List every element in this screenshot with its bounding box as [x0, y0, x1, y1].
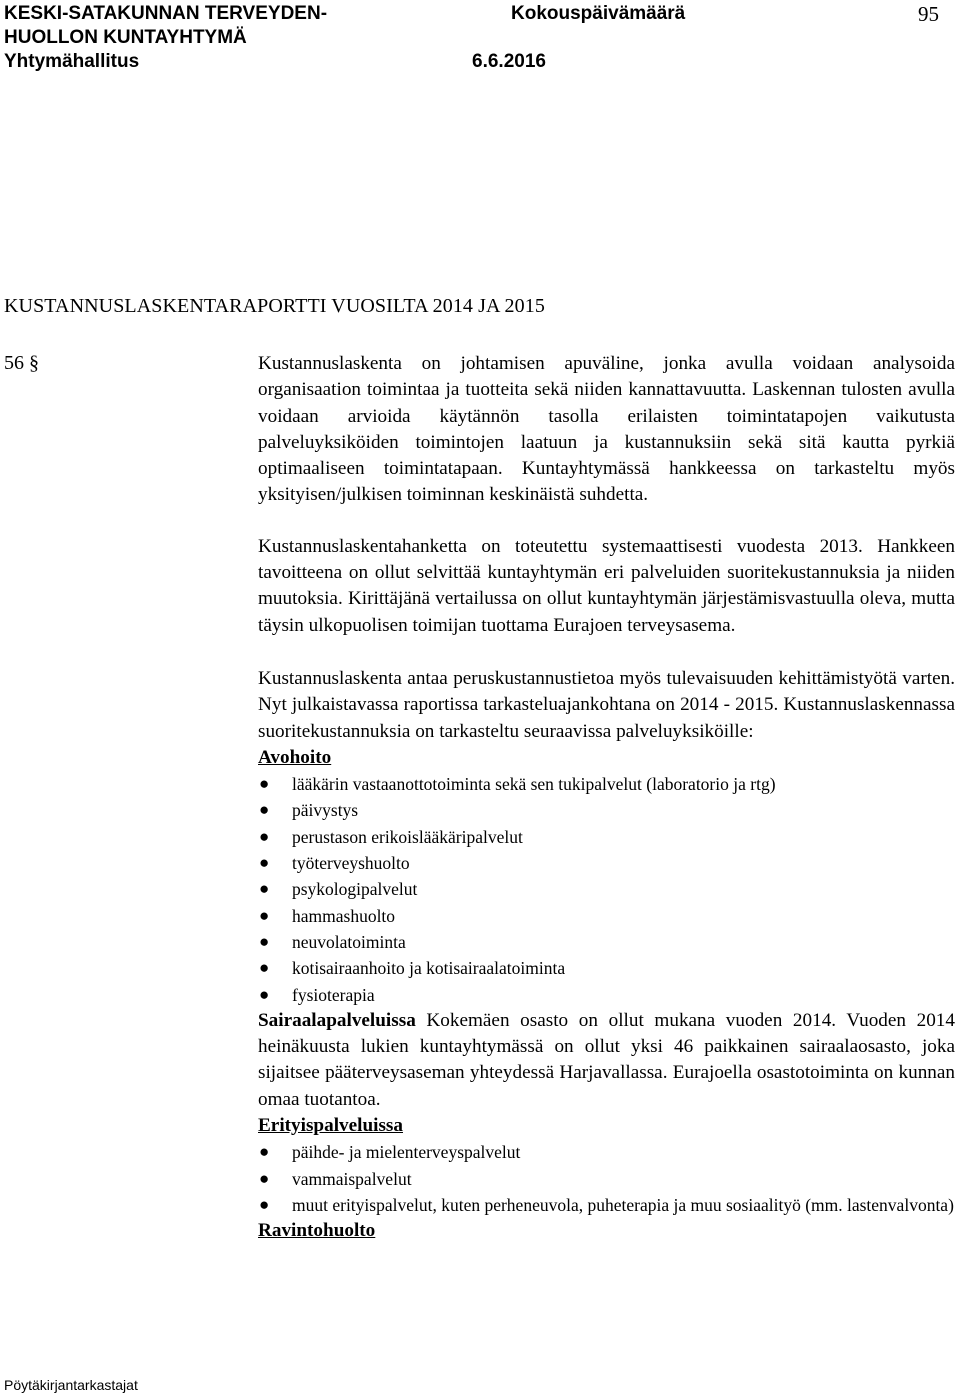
paragraph-project: Kustannuslaskentahanketta on toteutettu systemaattisesti vuodesta 2013. Hankkeen tavoitteena on ollut selvittää kuntayhtymän eri palveluiden suoritekustannuksia ja niiden muutoksia. Kirittäjänä vertailussa on ollut kuntayhtymän järjestämisvastuulla oleva, mutta täysin ulkopuolisen toimijan tuottama Eurajoen terveysasema.	[258, 535, 955, 636]
bullet-icon: ●	[259, 1142, 270, 1162]
bullet-icon: ●	[259, 826, 270, 846]
paragraph-sairaala	[258, 1008, 955, 1113]
list-item: ● neuvolatoiminta	[258, 929, 955, 955]
bullet-icon: ●	[259, 984, 270, 1004]
bullet-icon: ●	[259, 958, 270, 978]
governing-body: Yhtymähallitus	[4, 51, 140, 72]
bullet-icon: ●	[259, 931, 270, 951]
bullet-icon: ●	[259, 879, 270, 899]
erityis-list	[258, 1139, 955, 1218]
list-item: ● fysioterapia	[258, 982, 955, 1008]
ravinto-heading: Ravintohuolto	[258, 1220, 376, 1242]
list-item: ● perustason erikoislääkäripalvelut	[258, 824, 955, 850]
paragraph-intro: Kustannuslaskenta on johtamisen apuväline, jonka avulla voidaan analysoida organisaation toimintaa ja tuotteita sekä niiden kannattavuutta. Laskennan tulosten avulla voidaan arvioida käytännön tasolla erilaisten toimintatapojen vaikutusta palveluyksiköiden toimintojen laatuun ja kustannuksiin sekä sitä kautta pyrkiä optimaaliseen toimintatapaan. Kuntayhtymässä hankkeessa on tarkasteltu myös yksityisen/julkisen toiminnan keskinäistä suhdetta.	[258, 353, 955, 506]
sairaala-heading: Sairaalapalveluissa	[258, 1009, 416, 1031]
organization-name-line1: KESKI-SATAKUNNAN TERVEYDEN-	[4, 3, 328, 24]
meeting-date-label: Kokouspäivämäärä	[511, 3, 686, 24]
bullet-icon: ●	[259, 774, 270, 794]
organization-name-line2: HUOLLON KUNTAYHTYMÄ	[4, 27, 247, 48]
document-body	[258, 351, 955, 1245]
organization-block	[4, 2, 384, 74]
bullet-icon: ●	[259, 1194, 270, 1214]
paragraph-scope: Kustannuslaskenta antaa peruskustannustietoa myös tulevaisuuden kehittämistyötä varten. Nyt julkaistavassa raportissa tarkasteluajankohtana on 2014 - 2015. Kustannuslaskennassa suoritekustannuksia on tarkasteltu seuraavissa palveluyksiköille:	[258, 667, 955, 742]
footer-signatories-label: Pöytäkirjantarkastajat	[4, 1377, 138, 1393]
section-sign: §	[29, 352, 39, 374]
section-number-value: 56	[4, 352, 24, 374]
list-item: ● muut erityispalvelut, kuten perheneuvola, puheterapia ja muu sosiaalityö (mm. lastenvalvonta)	[258, 1192, 955, 1218]
list-item: ● päihde- ja mielenterveyspalvelut	[258, 1139, 955, 1165]
bullet-icon: ●	[259, 800, 270, 820]
sairaala-text: Kokemäen osasto on ollut mukana vuoden 2014. Vuoden 2014 heinäkuusta lukien kuntayhtymässä on ollut yksi 46 paikkainen sairaalaosasto, joka sijaitsee pääterveysaseman yhteydessä Harjavallassa. Eurajoella osastotoiminta on kunnan omaa tuotantoa.	[258, 1009, 955, 1110]
meeting-date: 6.6.2016	[472, 51, 546, 72]
list-item: ● vammaispalvelut	[258, 1166, 955, 1192]
avohoito-heading: Avohoito	[258, 746, 332, 768]
page-number: 95	[918, 2, 939, 26]
bullet-icon: ●	[259, 1168, 270, 1188]
bullet-icon: ●	[259, 853, 270, 873]
list-item: ● lääkärin vastaanottotoiminta sekä sen tukipalvelut (laboratorio ja rtg)	[258, 771, 955, 797]
list-item: ● kotisairaanhoito ja kotisairaalatoiminta	[258, 955, 955, 981]
bullet-icon: ●	[259, 905, 270, 925]
list-item: ● päivystys	[258, 797, 955, 823]
list-item: ● työterveyshuolto	[258, 850, 955, 876]
avohoito-list	[258, 771, 955, 1008]
section-number	[4, 352, 39, 375]
erityis-heading: Erityispalveluissa	[258, 1115, 403, 1137]
list-item: ● hammashuolto	[258, 903, 955, 929]
list-item: ● psykologipalvelut	[258, 876, 955, 902]
document-title: KUSTANNUSLASKENTARAPORTTI VUOSILTA 2014 JA 2015	[4, 295, 545, 317]
